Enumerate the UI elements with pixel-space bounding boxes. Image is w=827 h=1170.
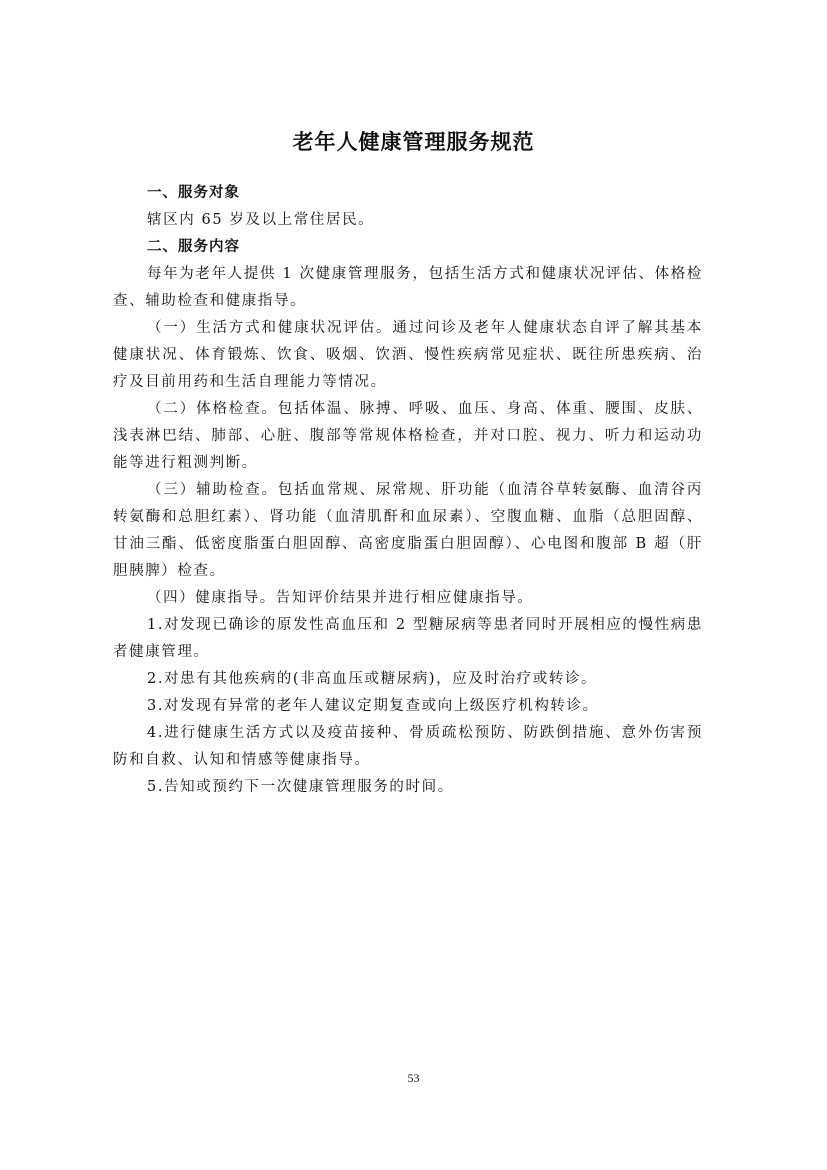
guidance-item: 2.对患有其他疾病的(非高血压或糖尿病)，应及时治疗或转诊。 bbox=[147, 671, 598, 687]
document-title: 老年人健康管理服务规范 bbox=[292, 130, 535, 154]
guidance-item: 1.对发现已确诊的原发性高血压和 2 型糖尿病等患者同时开展相应的慢性病患者健康管理。 bbox=[113, 617, 703, 660]
paragraph-service-intro: 每年为老年人提供 1 次健康管理服务，包括生活方式和健康状况评估、体格检查、辅助检查和健康指导。 bbox=[113, 266, 703, 309]
document-body bbox=[113, 180, 703, 801]
paragraph-health-guidance: （四）健康指导。告知评价结果并进行相应健康指导。 bbox=[147, 590, 534, 606]
page-number: 53 bbox=[407, 1071, 420, 1085]
paragraph-auxiliary-exam: （三）辅助检查。包括血常规、尿常规、肝功能（血清谷草转氨酶、血清谷丙转氨酶和总胆红素）、肾功能（血清肌酐和血尿素）、空腹血糖、血脂（总胆固醇、甘油三酯、低密度脂蛋白胆固醇、高密度脂蛋白胆固醇）、心电图和腹部 B 超（肝胆胰脾）检查。 bbox=[113, 482, 703, 579]
section-heading-service-content: 二、服务内容 bbox=[147, 239, 240, 255]
section-heading-service-target: 一、服务对象 bbox=[147, 185, 240, 201]
paragraph-physical-exam: （二）体格检查。包括体温、脉搏、呼吸、血压、身高、体重、腰围、皮肤、浅表淋巴结、肺部、心脏、腹部等常规体格检查，并对口腔、视力、听力和运动功能等进行粗测判断。 bbox=[113, 401, 703, 471]
paragraph-lifestyle-assessment: （一）生活方式和健康状况评估。通过问诊及老年人健康状态自评了解其基本健康状况、体育锻炼、饮食、吸烟、饮酒、慢性疾病常见症状、既往所患疾病、治疗及目前用药和生活自理能力等情况。 bbox=[113, 320, 703, 390]
guidance-item: 5.告知或预约下一次健康管理服务的时间。 bbox=[147, 779, 454, 795]
guidance-item: 4.进行健康生活方式以及疫苗接种、骨质疏松预防、防跌倒措施、意外伤害预防和自救、认知和情感等健康指导。 bbox=[113, 725, 703, 768]
guidance-item: 3.对发现有异常的老年人建议定期复查或向上级医疗机构转诊。 bbox=[147, 698, 599, 714]
paragraph-service-target: 辖区内 65 岁及以上常住居民。 bbox=[147, 212, 375, 228]
